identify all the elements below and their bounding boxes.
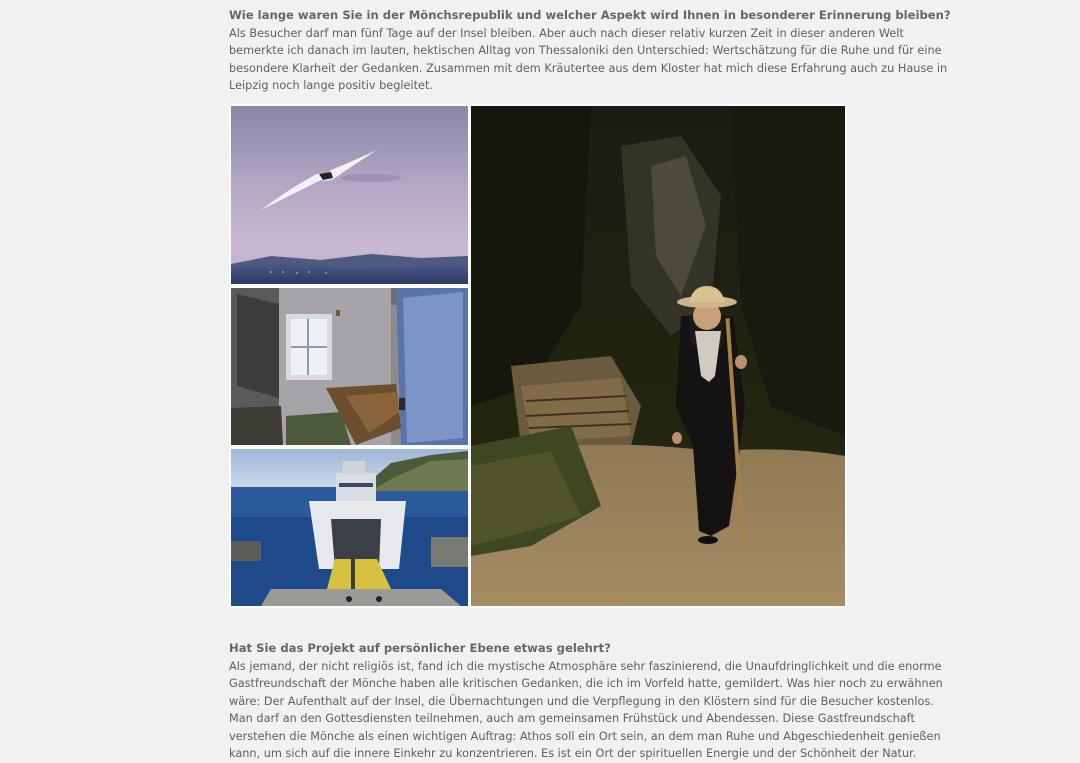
interview-answer: [229, 658, 943, 763]
answer-line: besondere Klarheit der Gedanken. Zusammen mit dem Kräutertee aus dem Kloster hat mich diese Erfahrung auch zu Hause in: [229, 61, 948, 75]
answer-line: bemerkte ich danach im lauten, hektischen Alltag von Thessaloniki den Unterschied: Wertschätzung für die Ruhe und für eine: [229, 44, 942, 58]
answer-line: kann, um sich auf die innere Einkehr zu konzentrieren. Es ist ein Ort der spirituellen Energie und der Schönheit der Natur.: [229, 747, 917, 761]
answer-line: Als jemand, der nicht religiös ist, fand ich die mystische Atmosphäre sehr faszinierend, die Unaufdringlichkeit und die enorme: [229, 659, 942, 673]
interview-question: Hat Sie das Projekt auf persönlicher Ebene etwas gelehrt?: [229, 641, 611, 655]
answer-line: Leipzig noch lange positiv begleitet.: [229, 79, 434, 93]
monastery-room-image: [231, 288, 468, 445]
interview-section-duration: [229, 7, 951, 95]
answer-line: verstehen die Mönche als einen wichtigen Auftrag: Athos soll ein Ort sein, an dem man Ruhe und Abgeschiedenheit genießen: [229, 729, 941, 743]
photo-ferry[interactable]: [231, 449, 468, 606]
photo-gallery: [229, 104, 847, 608]
photo-monastery-room[interactable]: [231, 288, 468, 445]
photo-monk[interactable]: [471, 106, 845, 606]
answer-line: Als Besucher darf man fünf Tage auf der Insel bleiben. Aber auch nach dieser relativ kurzen Zeit in dieser anderen Welt: [229, 26, 904, 40]
answer-line: wäre: Der Aufenthalt auf der Insel, die Übernachtungen und die Verpflegung in den Klöstern sind für die Besucher kostenlos.: [229, 694, 934, 708]
interview-question: Wie lange waren Sie in der Mönchsrepublik und welcher Aspekt wird Ihnen in besonderer Erinnerung bleiben?: [229, 8, 951, 22]
monk-image: [471, 106, 845, 606]
seagull-image: [231, 106, 468, 284]
interview-answer: [229, 25, 951, 95]
answer-line: Man darf an den Gottesdiensten teilnehmen, auch am gemeinsamen Frühstück und Abendessen. Diese Gastfreundschaft: [229, 712, 915, 726]
photo-seagull[interactable]: [231, 106, 468, 284]
answer-line: Gastfreundschaft der Mönche haben alle kritischen Gedanken, die ich im Vorfeld hatte, gemildert. Was hier noch zu erwähnen: [229, 677, 943, 691]
interview-section-lessons: [229, 640, 943, 763]
ferry-image: [231, 449, 468, 606]
